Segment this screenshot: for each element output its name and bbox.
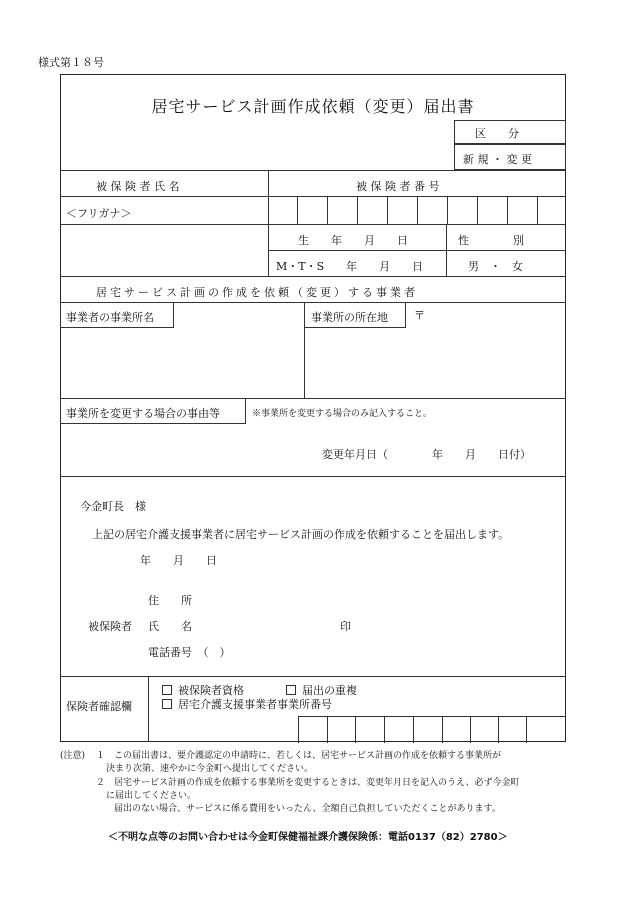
change-date[interactable]: 変更年月日（ 年 月 日付） bbox=[322, 448, 531, 461]
note-2-line-3: 届出のない場合、サービスに係る費用をいったん、全額自己負担していただくことがあります。 bbox=[114, 804, 501, 814]
divider bbox=[60, 676, 566, 677]
insured-name-label: 被 保 険 者 氏 名 bbox=[96, 180, 180, 193]
note-1-line-2: 決まり次第、速やかに今金町へ提出してください。 bbox=[106, 764, 314, 774]
divider bbox=[60, 224, 566, 225]
declaration-date[interactable]: 年 月 日 bbox=[140, 554, 217, 567]
sex-label: 性 別 bbox=[458, 234, 524, 247]
check-office-number[interactable] bbox=[162, 696, 332, 712]
reason-label-cell bbox=[60, 398, 246, 424]
insured-label: 被保険者 bbox=[88, 620, 132, 633]
office-name-label-cell bbox=[60, 302, 174, 328]
category-value-cell[interactable] bbox=[454, 144, 566, 170]
statement: 上記の居宅介護支援事業者に居宅サービス計画の作成を依頼することを届出します。 bbox=[92, 528, 510, 541]
office-number-boxes[interactable] bbox=[298, 716, 566, 742]
note-1-line-1: この届出書は、要介護認定の申請時に、若しくは、居宅サービス計画の作成を依頼する事業所が bbox=[114, 751, 502, 761]
phone-label: 電話番号 （ ） bbox=[148, 646, 231, 659]
checkbox-icon[interactable] bbox=[162, 685, 172, 695]
checkbox-icon[interactable] bbox=[286, 685, 296, 695]
office-address-label: 事業所の所在地 bbox=[311, 311, 388, 324]
addressee: 今金町長 様 bbox=[80, 500, 146, 513]
check-label: 届出の重複 bbox=[302, 684, 357, 697]
form-title: 居宅サービス計画作成依頼（変更）届出書 bbox=[151, 97, 475, 116]
office-address-field[interactable] bbox=[306, 330, 564, 396]
note-2-number: ２ bbox=[96, 778, 106, 788]
notes-head: (注意) bbox=[60, 751, 86, 761]
note-1-number: １ bbox=[96, 751, 106, 761]
category-header-cell bbox=[454, 120, 566, 144]
divider bbox=[60, 170, 566, 171]
insurer-check-label: 保険者確認欄 bbox=[66, 700, 132, 713]
note-2-line-1: 居宅サービス計画の作成を依頼する事業所を変更するときは、変更年月日を記入のうえ、必ず今金町 bbox=[114, 778, 520, 788]
insured-number-label: 被 保 険 者 番 号 bbox=[356, 180, 440, 193]
birth-eras[interactable]: M・T・S 年 月 日 bbox=[276, 260, 424, 273]
category-value: 新 規 ・ 変 更 bbox=[463, 153, 532, 166]
name-label: 氏 名 bbox=[148, 620, 192, 633]
office-address-label-cell bbox=[304, 302, 406, 328]
reason-label: 事業所を変更する場合の事由等 bbox=[66, 407, 220, 420]
divider bbox=[60, 276, 566, 277]
office-name-field[interactable] bbox=[62, 330, 302, 396]
sex-options[interactable]: 男 ・ 女 bbox=[468, 260, 523, 273]
address-label: 住 所 bbox=[148, 594, 192, 607]
seal-mark: 印 bbox=[340, 620, 351, 633]
divider bbox=[268, 250, 566, 251]
divider bbox=[268, 250, 269, 276]
check-label: 居宅介護支援事業者事業所番号 bbox=[178, 698, 332, 711]
divider bbox=[60, 476, 566, 477]
furigana-label: ＜フリガナ＞ bbox=[66, 207, 132, 220]
checkbox-icon[interactable] bbox=[162, 699, 172, 709]
check-label: 被保険者資格 bbox=[178, 684, 244, 697]
provider-section-label: 居宅サービス計画の作成を依頼（変更）する事業者 bbox=[96, 286, 418, 299]
form-number: 様式第１８号 bbox=[38, 56, 104, 69]
category-label: 区 分 bbox=[475, 127, 519, 140]
office-name-label: 事業者の事業所名 bbox=[66, 311, 154, 324]
postal-mark: 〒 bbox=[414, 309, 425, 322]
insured-number-boxes[interactable] bbox=[268, 196, 566, 224]
contact-info: ＜不明な点等のお問い合わせは今金町保健福祉課介護保険係：電話0137（82）2780＞ bbox=[108, 832, 508, 843]
divider bbox=[148, 676, 149, 742]
birth-label: 生 年 月 日 bbox=[298, 234, 408, 247]
note-2-line-2: に届出してください。 bbox=[106, 791, 197, 801]
reason-note: ※事業所を変更する場合のみ記入すること。 bbox=[252, 409, 433, 419]
